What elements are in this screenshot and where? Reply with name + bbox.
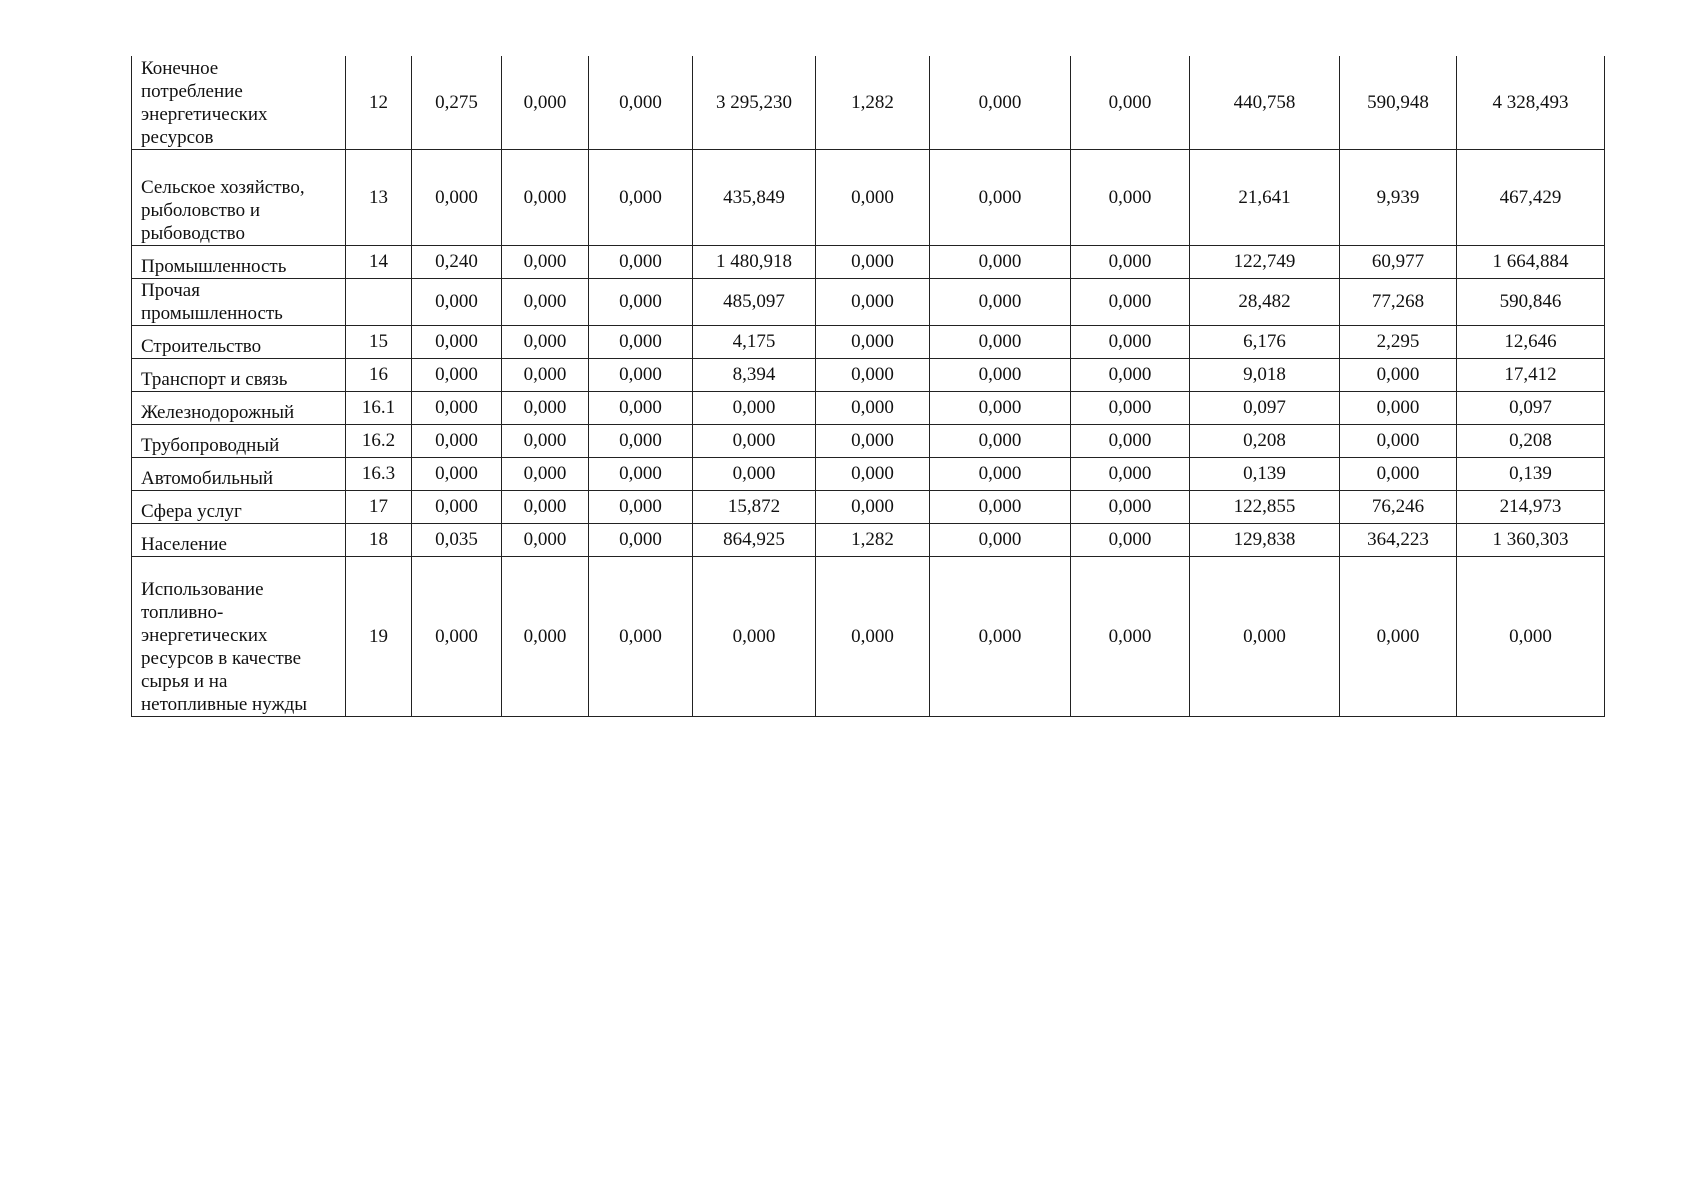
- value-cell: 0,000: [1071, 391, 1190, 424]
- row-name-cell: Промышленность: [132, 245, 346, 278]
- value-cell: 0,000: [930, 490, 1071, 523]
- value-cell: 0,000: [930, 56, 1071, 149]
- value-cell: 0,000: [930, 556, 1071, 716]
- value-cell: 9,939: [1340, 149, 1457, 245]
- value-cell: 0,097: [1190, 391, 1340, 424]
- value-cell: 0,000: [502, 149, 589, 245]
- value-cell: 9,018: [1190, 358, 1340, 391]
- value-cell: 0,097: [1457, 391, 1605, 424]
- value-cell: 129,838: [1190, 523, 1340, 556]
- row-code-cell: 12: [346, 56, 412, 149]
- value-cell: 0,000: [412, 424, 502, 457]
- value-cell: 1 480,918: [693, 245, 816, 278]
- value-cell: 0,000: [930, 149, 1071, 245]
- value-cell: 3 295,230: [693, 56, 816, 149]
- value-cell: 0,000: [1071, 523, 1190, 556]
- value-cell: 0,000: [1071, 325, 1190, 358]
- value-cell: 0,000: [412, 358, 502, 391]
- value-cell: 0,000: [816, 424, 930, 457]
- value-cell: 76,246: [1340, 490, 1457, 523]
- value-cell: 4,175: [693, 325, 816, 358]
- value-cell: 0,000: [589, 245, 693, 278]
- value-cell: 0,000: [412, 457, 502, 490]
- value-cell: 1,282: [816, 56, 930, 149]
- row-name-cell: Транспорт и связь: [132, 358, 346, 391]
- value-cell: 0,000: [930, 523, 1071, 556]
- value-cell: 0,000: [816, 278, 930, 325]
- table-row: [132, 457, 1605, 490]
- row-name-cell: Железнодорожный: [132, 391, 346, 424]
- value-cell: 0,000: [589, 358, 693, 391]
- row-code-cell: 19: [346, 556, 412, 716]
- value-cell: 0,000: [930, 457, 1071, 490]
- value-cell: 0,035: [412, 523, 502, 556]
- row-name-cell: Сфера услуг: [132, 490, 346, 523]
- value-cell: 0,000: [930, 245, 1071, 278]
- value-cell: 0,000: [412, 325, 502, 358]
- value-cell: 0,000: [502, 245, 589, 278]
- value-cell: 0,139: [1190, 457, 1340, 490]
- value-cell: 0,000: [930, 325, 1071, 358]
- value-cell: 0,275: [412, 56, 502, 149]
- value-cell: 0,000: [412, 556, 502, 716]
- value-cell: 0,000: [502, 556, 589, 716]
- row-code-cell: 14: [346, 245, 412, 278]
- table-row: [132, 358, 1605, 391]
- table-row: [132, 556, 1605, 716]
- value-cell: 0,000: [589, 278, 693, 325]
- table-row: [132, 523, 1605, 556]
- table-row: [132, 278, 1605, 325]
- value-cell: 0,208: [1190, 424, 1340, 457]
- value-cell: 0,000: [502, 424, 589, 457]
- value-cell: 0,000: [693, 391, 816, 424]
- value-cell: 0,000: [502, 523, 589, 556]
- value-cell: 0,000: [1071, 424, 1190, 457]
- row-name-cell: Сельское хозяйство, рыболовство и рыбоводство: [132, 149, 346, 245]
- value-cell: 0,000: [930, 424, 1071, 457]
- value-cell: 0,000: [930, 358, 1071, 391]
- value-cell: 0,000: [412, 490, 502, 523]
- value-cell: 0,000: [816, 391, 930, 424]
- value-cell: 15,872: [693, 490, 816, 523]
- value-cell: 0,000: [816, 556, 930, 716]
- value-cell: 0,000: [930, 278, 1071, 325]
- value-cell: 0,000: [816, 490, 930, 523]
- value-cell: 0,000: [693, 457, 816, 490]
- value-cell: 0,208: [1457, 424, 1605, 457]
- value-cell: 0,000: [1071, 278, 1190, 325]
- table-body: [132, 56, 1605, 716]
- row-code-cell: 17: [346, 490, 412, 523]
- value-cell: 485,097: [693, 278, 816, 325]
- value-cell: 0,000: [1340, 556, 1457, 716]
- value-cell: 0,240: [412, 245, 502, 278]
- value-cell: 0,000: [502, 278, 589, 325]
- value-cell: 0,000: [1340, 457, 1457, 490]
- row-name-cell: Конечное потребление энергетических ресурсов: [132, 56, 346, 149]
- value-cell: 0,000: [1340, 358, 1457, 391]
- value-cell: 0,000: [693, 556, 816, 716]
- value-cell: 590,846: [1457, 278, 1605, 325]
- row-code-cell: 18: [346, 523, 412, 556]
- value-cell: 0,000: [1071, 358, 1190, 391]
- value-cell: 0,000: [412, 278, 502, 325]
- value-cell: 864,925: [693, 523, 816, 556]
- value-cell: 4 328,493: [1457, 56, 1605, 149]
- row-name-cell: Автомобильный: [132, 457, 346, 490]
- value-cell: 0,000: [816, 245, 930, 278]
- value-cell: 1 360,303: [1457, 523, 1605, 556]
- value-cell: 0,000: [589, 424, 693, 457]
- value-cell: 0,000: [412, 391, 502, 424]
- row-name-cell: Использование топливно- энергетических ресурсов в качестве сырья и на нетопливные нужды: [132, 556, 346, 716]
- value-cell: 364,223: [1340, 523, 1457, 556]
- value-cell: 21,641: [1190, 149, 1340, 245]
- value-cell: 0,000: [502, 358, 589, 391]
- row-code-cell: 13: [346, 149, 412, 245]
- value-cell: 0,000: [930, 391, 1071, 424]
- value-cell: 1 664,884: [1457, 245, 1605, 278]
- value-cell: 0,000: [1071, 245, 1190, 278]
- value-cell: 0,000: [1457, 556, 1605, 716]
- value-cell: 77,268: [1340, 278, 1457, 325]
- table-row: [132, 424, 1605, 457]
- value-cell: 0,000: [693, 424, 816, 457]
- value-cell: 0,000: [589, 391, 693, 424]
- value-cell: 60,977: [1340, 245, 1457, 278]
- value-cell: 214,973: [1457, 490, 1605, 523]
- row-code-cell: 15: [346, 325, 412, 358]
- value-cell: 122,855: [1190, 490, 1340, 523]
- value-cell: 0,000: [589, 457, 693, 490]
- row-code-cell: 16: [346, 358, 412, 391]
- value-cell: 0,000: [589, 56, 693, 149]
- table-row: [132, 325, 1605, 358]
- value-cell: 0,000: [1071, 149, 1190, 245]
- value-cell: 0,000: [816, 149, 930, 245]
- value-cell: 1,282: [816, 523, 930, 556]
- value-cell: 17,412: [1457, 358, 1605, 391]
- value-cell: 0,000: [1071, 556, 1190, 716]
- row-code-cell: 16.3: [346, 457, 412, 490]
- value-cell: 0,000: [589, 556, 693, 716]
- value-cell: 0,000: [816, 325, 930, 358]
- value-cell: 0,000: [1340, 424, 1457, 457]
- value-cell: 467,429: [1457, 149, 1605, 245]
- row-name-cell: Строительство: [132, 325, 346, 358]
- value-cell: 28,482: [1190, 278, 1340, 325]
- value-cell: 0,000: [502, 457, 589, 490]
- value-cell: 122,749: [1190, 245, 1340, 278]
- table-row: [132, 56, 1605, 149]
- value-cell: 0,000: [816, 457, 930, 490]
- value-cell: 0,000: [1071, 56, 1190, 149]
- value-cell: 0,000: [502, 56, 589, 149]
- row-name-cell: Население: [132, 523, 346, 556]
- value-cell: 590,948: [1340, 56, 1457, 149]
- value-cell: 440,758: [1190, 56, 1340, 149]
- table-row: [132, 245, 1605, 278]
- value-cell: 435,849: [693, 149, 816, 245]
- value-cell: 0,000: [1190, 556, 1340, 716]
- value-cell: 8,394: [693, 358, 816, 391]
- value-cell: 2,295: [1340, 325, 1457, 358]
- value-cell: 0,000: [816, 358, 930, 391]
- value-cell: 0,139: [1457, 457, 1605, 490]
- value-cell: 6,176: [1190, 325, 1340, 358]
- value-cell: 0,000: [502, 391, 589, 424]
- row-name-cell: Прочая промышленность: [132, 278, 346, 325]
- value-cell: 0,000: [1071, 457, 1190, 490]
- value-cell: 0,000: [589, 490, 693, 523]
- row-code-cell: 16.2: [346, 424, 412, 457]
- value-cell: 0,000: [1071, 490, 1190, 523]
- value-cell: 0,000: [589, 149, 693, 245]
- row-code-cell: 16.1: [346, 391, 412, 424]
- energy-balance-table: [131, 56, 1605, 717]
- table-row: [132, 391, 1605, 424]
- table-row: [132, 490, 1605, 523]
- value-cell: 0,000: [589, 325, 693, 358]
- row-code-cell: [346, 278, 412, 325]
- value-cell: 0,000: [502, 490, 589, 523]
- value-cell: 0,000: [589, 523, 693, 556]
- table-row: [132, 149, 1605, 245]
- value-cell: 0,000: [502, 325, 589, 358]
- value-cell: 0,000: [412, 149, 502, 245]
- row-name-cell: Трубопроводный: [132, 424, 346, 457]
- value-cell: 0,000: [1340, 391, 1457, 424]
- value-cell: 12,646: [1457, 325, 1605, 358]
